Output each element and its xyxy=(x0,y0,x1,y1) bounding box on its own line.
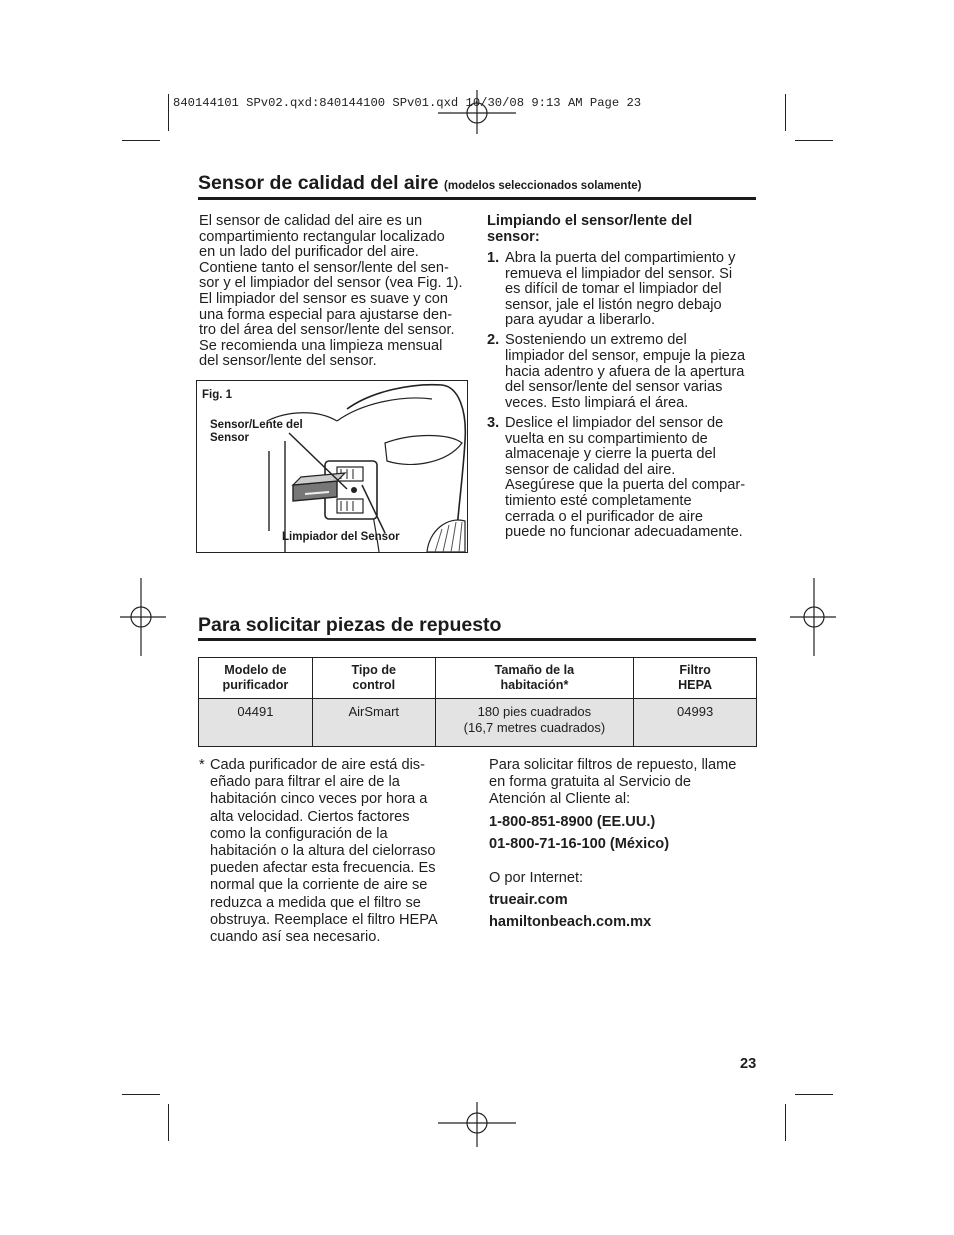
table-cell: 04491 xyxy=(199,699,313,747)
sensor-illustration xyxy=(197,381,467,552)
column-header: Modelo de purificador xyxy=(199,658,313,699)
table-row xyxy=(199,699,757,747)
registration-mark-icon xyxy=(118,578,166,656)
list-item: 1. Abra la puerta del compartimiento y remueva el limpiador del sensor. Si es difícil de tomar el limpiador del sensor, jale el listón negro debajo para ayudar a liberarlo. xyxy=(487,250,736,329)
list-item: 3. Deslice el limpiador del sensor de vuelta en su compartimiento de almacenaje y cierre la puerta del sensor de calidad del aire. Asegúrese que la puerta del compar- timiento esté completamente cerrada o el purificador de aire puede no funcionar adecuadamente. xyxy=(487,414,746,541)
website-link[interactable]: trueair.com xyxy=(489,892,568,909)
intro-paragraph: El sensor de calidad del aire es un compartimiento rectangular localizado en un lado del purificador del aire. Contiene tanto el sensor/lente del sen- sor y el limpiador del sensor (vea Fig. 1). El limpiador del sensor es suave y con una forma especial para ajustarse den- tro del área del sensor/lente del sensor. Se recomienda una limpieza mensual del sensor/lente del sensor. xyxy=(199,213,463,370)
section-title-sensor: Sensor de calidad del aire (modelos seleccionados solamente) xyxy=(198,172,642,194)
section-title-parts: Para solicitar piezas de repuesto xyxy=(198,614,502,636)
table-cell: AirSmart xyxy=(312,699,435,747)
section-subtitle: (modelos seleccionados solamente) xyxy=(444,180,642,192)
table-header-row xyxy=(199,658,757,699)
contact-info: Para solicitar filtros de repuesto, llame en forma gratuita al Servicio de Atención al Cliente al: 1-800-851-8900 (EE.UU.) 01-800-71-16-100 (México) O por Internet: trueair.com hamiltonbeach.com.mx xyxy=(489,757,761,932)
section-rule xyxy=(198,638,756,641)
steps-heading: Limpiando el sensor/lente del sensor: xyxy=(487,213,693,245)
cleaning-steps xyxy=(487,251,759,545)
registration-mark-icon xyxy=(438,1099,516,1147)
column-header: Tipo de control xyxy=(312,658,435,699)
parts-table xyxy=(198,657,757,747)
lens-label: Sensor/Lente del Sensor xyxy=(210,419,303,444)
cleaner-label: Limpiador del Sensor xyxy=(282,531,400,543)
figure-1 xyxy=(196,380,468,553)
section-rule xyxy=(198,197,756,200)
website-link[interactable]: hamiltonbeach.com.mx xyxy=(489,914,652,931)
table-cell: 180 pies cuadrados (16,7 metres cuadrados) xyxy=(435,699,634,747)
registration-mark-icon xyxy=(790,578,838,656)
column-header: Tamaño de la habitación* xyxy=(435,658,634,699)
column-header: Filtro HEPA xyxy=(634,658,757,699)
phone-mx: 01-800-71-16-100 (México) xyxy=(489,835,670,852)
page-number: 23 xyxy=(740,1056,757,1072)
print-slug: 840144101 SPv02.qxd:840144100 SPv01.qxd 10/30/08 9:13 AM Page 23 xyxy=(173,96,642,110)
table-cell: 04993 xyxy=(634,699,757,747)
figure-label: Fig. 1 xyxy=(202,389,233,401)
footnote: * Cada purificador de aire está dis- eñado para filtrar el aire de la habitación cinco veces por hora a alta velocidad. Ciertos factores como la configuración de la habitación o la altura del cielorraso pueden afectar esta frecuencia. Es normal que la corriente de aire se reduzca a medida que el filtro se obstruya. Reemplace el filtro HEPA cuando así sea necesario. xyxy=(199,757,438,946)
internet-label: O por Internet: xyxy=(489,870,584,887)
phone-us: 1-800-851-8900 (EE.UU.) xyxy=(489,813,656,830)
list-item: 2. Sosteniendo un extremo del limpiador del sensor, empuje la pieza hacia adentro y afuera de la apertura del sensor/lente del sensor varias veces. Esto limpiará el área. xyxy=(487,332,746,411)
